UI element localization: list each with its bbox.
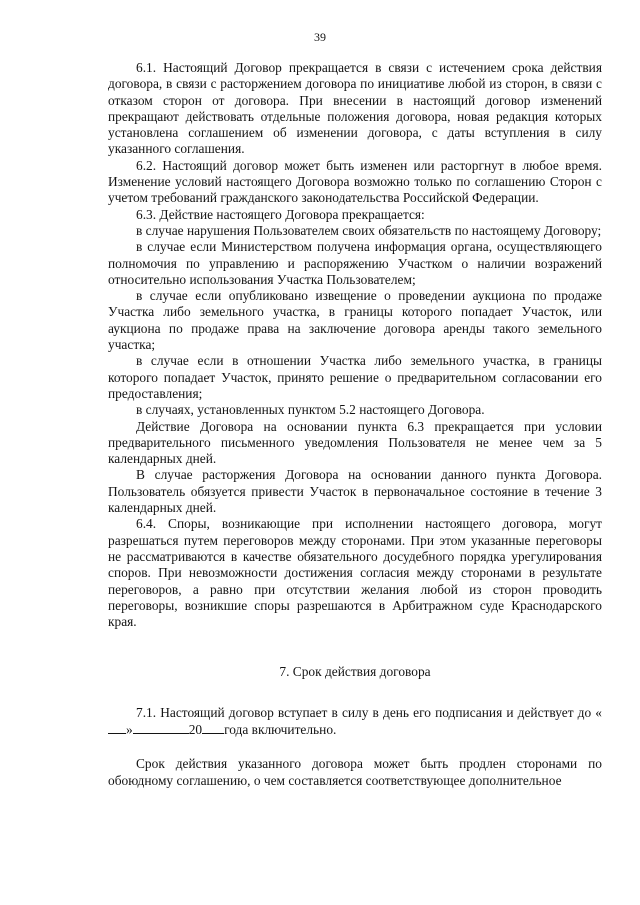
clause-7-1-end: года включительно. xyxy=(224,721,337,737)
clause-6-3-item-c: в случае если опубликовано извещение о проведении аукциона по продаже Участка либо земельного участка, в границы которого попадает Участок, или аукциона по продаже права на заключение договора аренды такого земельного участка; xyxy=(108,288,602,353)
clause-7-1-year-prefix: 20 xyxy=(188,721,203,737)
clause-7-1-start: 7.1. Настоящий договор вступает в силу в день его подписания и действует до « xyxy=(136,704,602,720)
clause-6-1: 6.1. Настоящий Договор прекращается в связи с истечением срока действия договора, в связи с расторжением договора по инициативе любой из сторон, в связи с отказом сторон от договора. При внесении в настоящий договор изменений прекращают действовать отдельные положения договора, новая редакция которых установлена соглашением об изменении договора, с даты вступления в силу указанного соглашения. xyxy=(108,60,602,157)
clause-6-3-item-b: в случае если Министерством получена информация органа, осуществляющего полномочия по управлению и распоряжению Участком о наличии возражений относительно использования Участка Пользователем; xyxy=(108,239,602,287)
clause-6-4: 6.4. Споры, возникающие при исполнении настоящего договора, могут разрешаться путем переговоров между сторонами. При этом указанные переговоры не рассматриваются в качестве обязательного досудебного порядка урегулирования споров. При невозможности достижения согласия между сторонами в результате переговоров, а равно при отсутствии желания любой из сторон проводить переговоры, возникшие споры разрешаются в Арбитражном суде Краснодарского края. xyxy=(108,516,602,630)
page-number: 39 xyxy=(314,30,326,44)
clause-6-3: 6.3. Действие настоящего Договора прекращается: xyxy=(136,206,425,222)
clause-6-3-notice: Действие Договора на основании пункта 6.3 прекращается при условии предварительного письменного уведомления Пользователя не менее чем за 5 календарных дней. xyxy=(108,418,602,467)
year-blank xyxy=(202,721,224,734)
day-blank xyxy=(108,721,126,734)
clause-6-3-item-e: в случаях, установленных пунктом 5.2 настоящего Договора. xyxy=(136,402,485,418)
section-7-title: 7. Срок действия договора xyxy=(279,664,431,680)
document-body xyxy=(108,60,602,789)
month-blank xyxy=(133,721,189,734)
clause-6-2: 6.2. Настоящий договор может быть изменен или расторгнут в любое время. Изменение условий настоящего Договора возможно только по соглашению Сторон с учетом требований гражданского законодательства Российской Федерации. xyxy=(108,157,602,206)
clause-7-2: Срок действия указанного договора может быть продлен сторонами по обоюдному соглашению, о чем составляется соответствующее дополнительное xyxy=(108,756,602,788)
clause-6-3-item-a: в случае нарушения Пользователем своих обязательств по настоящему Договору; xyxy=(136,222,602,238)
clause-6-3-restore: В случае расторжения Договора на основании данного пункта Договора. Пользователь обязуется привести Участок в первоначальное состояние в течение 3 календарных дней. xyxy=(108,467,602,516)
clause-7-1 xyxy=(108,705,602,739)
clause-6-3-item-d: в случае если в отношении Участка либо земельного участка, в границы которого попадает Участок, принято решение о предварительном согласовании его предоставления; xyxy=(108,353,602,401)
clause-7-1-quote-close: » xyxy=(126,721,133,737)
